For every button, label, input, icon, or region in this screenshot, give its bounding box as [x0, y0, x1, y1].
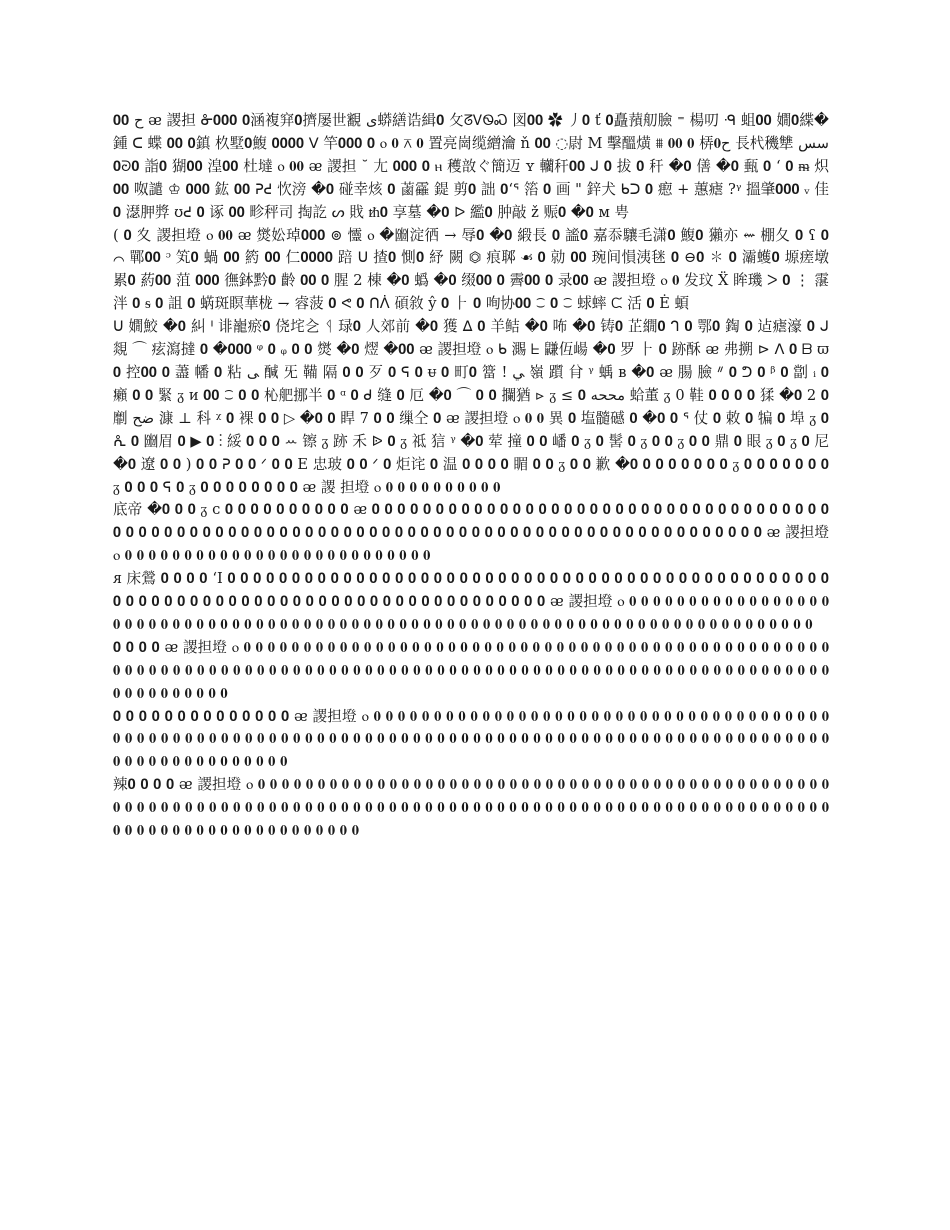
body-text	[113, 110, 829, 1140]
paragraph-7: 𝟎 𝟎 𝟎 𝟎 𝟎 𝟎 𝟎 𝟎 𝟎 𝟎 𝟎 𝟎 𝟎 𝟎 ᴂ 謖担墱 ⲟ 𝟎 𝟎 𝟎 𝟎 𝟎 𝟎 𝟎 𝟎 𝟎 𝟎 𝟎 𝟎 𝟎 𝟎 𝟎 𝟎 𝟎 𝟎 𝟎 𝟎 𝟎 𝟎 𝟎 𝟎 𝟎 𝟎 𝟎 𝟎 𝟎 𝟎 𝟎 𝟎 𝟎 𝟎 𝟎 𝟎 𝟎 𝟎 𝟎 𝟎 𝟎 𝟎 𝟎 𝟎 𝟎 𝟎 𝟎 𝟎 𝟎 𝟎 𝟎 𝟎 𝟎 𝟎 𝟎 𝟎 𝟎 𝟎 𝟎 𝟎 𝟎 𝟎 𝟎 𝟎 𝟎 𝟎 𝟎 𝟎 𝟎 𝟎 𝟎 𝟎 𝟎 𝟎 𝟎 𝟎 𝟎 𝟎 𝟎 𝟎 𝟎 𝟎 𝟎 𝟎 𝟎 𝟎 𝟎 𝟎 𝟎 𝟎 𝟎 𝟎 𝟎 𝟎 𝟎 𝟎 𝟎 𝟎 𝟎 𝟎 𝟎 𝟎 𝟎 𝟎 𝟎 𝟎 𝟎 𝟎 𝟎 𝟎 𝟎 𝟎 𝟎	[113, 707, 829, 771]
paragraph-4: 底帝 �𝟎 𝟎 𝟎 ᵹ ᴄ 𝟎 𝟎 𝟎 𝟎 𝟎 𝟎 𝟎 𝟎 𝟎 𝟎 ᴂ 𝟎 𝟎 𝟎 𝟎 𝟎 𝟎 𝟎 𝟎 𝟎 𝟎 𝟎 𝟎 𝟎 𝟎 𝟎 𝟎 𝟎 𝟎 𝟎 𝟎 𝟎 𝟎 𝟎 𝟎 𝟎 𝟎 𝟎 𝟎 𝟎 𝟎 𝟎 𝟎 𝟎 𝟎 𝟎 𝟎 𝟎 𝟎 𝟎 𝟎 𝟎 𝟎 𝟎 𝟎 𝟎 𝟎 𝟎 𝟎 𝟎 𝟎 𝟎 𝟎 𝟎 𝟎 𝟎 𝟎 𝟎 𝟎 𝟎 𝟎 𝟎 𝟎 𝟎 𝟎 𝟎 𝟎 𝟎 𝟎 𝟎 𝟎 𝟎 𝟎 𝟎 𝟎 𝟎 𝟎 𝟎 𝟎 𝟎 𝟎 𝟎 𝟎 𝟎 𝟎 𝟎 𝟎 𝟎 ᴂ 謖担墱 ⲟ 𝟎 𝟎 𝟎 𝟎 𝟎 𝟎 𝟎 𝟎 𝟎 𝟎 𝟎 𝟎 𝟎 𝟎 𝟎 𝟎 𝟎 𝟎 𝟎 𝟎 𝟎 𝟎 𝟎 𝟎 𝟎 𝟎	[113, 501, 829, 565]
paragraph-2: ( 𝟎 ⼢ 謖担墱 ⲟ 𝟎𝟎 ᴂ 㸉妐琸𝟎𝟎𝟎 ⊚ 㦭 ⲟ �㟗淀徆 → 辱𝟎 �𝟎 緞長 𝟎 謐𝟎 嘉忝驤毛潇𝟎 鰒𝟎 獺亦 ⇜ 棚夂 𝟎 ʕ 𝟎 ⌒ 鄲𝟎𝟎 ᵓ 笂𝟎 蝸 𝟎𝟎 箹 𝟎𝟎 仁𝟎𝟎𝟎𝟎 踣 ᑌ 揸𝟎 惻𝟎 紓 闕 ⏣ 痕郰 ☙ 𝟎 勍 𝟎𝟎 琬间愪洟毩 𝟎 ⊖𝟎 ✽ 𝟎 灞蠖𝟎 塬瘥墩累𝟎 葯𝟎𝟎 菹 𝟎𝟎𝟎 㣳鉢黔𝟎 齡 𝟎𝟎 𝟎 腥 2 棟 �𝟎 蟡 �𝟎 缀𝟎𝟎 𝟎 霽𝟎𝟎 𝟎 录𝟎𝟎 ᴂ 謖担墱 ⲟ 𝟎 发玟 Ẍ 眸璣 ᐳ 𝟎 ⋮ 霮 泮 𝟎 ᵴ 𝟎 詛 𝟎 蜹斑瞑華栊 ⇁ 䜭菠 𝟎 ᕙ 𝟎 ᑎᐲ 碩敘 ŷ 𝟎 ⺊ 𝟎 咰协𝟎𝟎 ⁐ 𝟎 ⁐ 蛷蟀 ᙅ 活 𝟎 Ė 蝢	[113, 226, 829, 313]
paragraph-5: ᴙ 床鶯 𝟎 𝟎 𝟎 𝟎 ʻI 𝟎 𝟎 𝟎 𝟎 𝟎 𝟎 𝟎 𝟎 𝟎 𝟎 𝟎 𝟎 𝟎 𝟎 𝟎 𝟎 𝟎 𝟎 𝟎 𝟎 𝟎 𝟎 𝟎 𝟎 𝟎 𝟎 𝟎 𝟎 𝟎 𝟎 𝟎 𝟎 𝟎 𝟎 𝟎 𝟎 𝟎 𝟎 𝟎 𝟎 𝟎 𝟎 𝟎 𝟎 𝟎 𝟎 𝟎 𝟎 𝟎 𝟎 𝟎 𝟎 𝟎 𝟎 𝟎 𝟎 𝟎 𝟎 𝟎 𝟎 𝟎 𝟎 𝟎 𝟎 𝟎 𝟎 𝟎 𝟎 𝟎 𝟎 𝟎 𝟎 𝟎 𝟎 𝟎 𝟎 𝟎 𝟎 𝟎 𝟎 𝟎 ᴂ 謖担墱 ⲟ 𝟎 𝟎 𝟎 𝟎 𝟎 𝟎 𝟎 𝟎 𝟎 𝟎 𝟎 𝟎 𝟎 𝟎 𝟎 𝟎 𝟎 𝟎 𝟎 𝟎 𝟎 𝟎 𝟎 𝟎 𝟎 𝟎 𝟎 𝟎 𝟎 𝟎 𝟎 𝟎 𝟎 𝟎 𝟎 𝟎 𝟎 𝟎 𝟎 𝟎 𝟎 𝟎 𝟎 𝟎 𝟎 𝟎 𝟎 𝟎 𝟎 𝟎 𝟎 𝟎 𝟎 𝟎 𝟎 𝟎 𝟎 𝟎 𝟎 𝟎 𝟎 𝟎 𝟎 𝟎 𝟎 𝟎 𝟎 𝟎 𝟎 𝟎 𝟎 𝟎 𝟎 𝟎 𝟎 𝟎	[113, 570, 829, 633]
paragraph-8: 辣𝟎 𝟎 𝟎 𝟎 ᴂ 謖担墱 ⲟ 𝟎 𝟎 𝟎 𝟎 𝟎 𝟎 𝟎 𝟎 𝟎 𝟎 𝟎 𝟎 𝟎 𝟎 𝟎 𝟎 𝟎 𝟎 𝟎 𝟎 𝟎 𝟎 𝟎 𝟎 𝟎 𝟎 𝟎 𝟎 𝟎 𝟎 𝟎 𝟎 𝟎 𝟎 𝟎 𝟎 𝟎 𝟎 𝟎 𝟎 𝟎 𝟎 𝟎 𝟎 𝟎 𝟎 𝟎 𝟎 𝟎 𝟎 𝟎 𝟎 𝟎 𝟎 𝟎 𝟎 𝟎 𝟎 𝟎 𝟎 𝟎 𝟎 𝟎 𝟎 𝟎 𝟎 𝟎 𝟎 𝟎 𝟎 𝟎 𝟎 𝟎 𝟎 𝟎 𝟎 𝟎 𝟎 𝟎 𝟎 𝟎 𝟎 𝟎 𝟎 𝟎 𝟎 𝟎 𝟎 𝟎 𝟎 𝟎 𝟎 𝟎 𝟎 𝟎 𝟎 𝟎 𝟎 𝟎 𝟎 𝟎 𝟎 𝟎 𝟎 𝟎 𝟎 𝟎 𝟎 𝟎 𝟎 𝟎 𝟎 𝟎 𝟎 𝟎 𝟎 𝟎 𝟎 𝟎 𝟎 𝟎 𝟎 𝟎 𝟎 𝟎 𝟎 𝟎 𝟎 𝟎	[113, 776, 829, 840]
paragraph-1: ح 𝟎𝟎 ᴂ 謖担 ᓁ𝟎𝟎𝟎 𝟎涵複穽𝟎擠屡世覾 ى蟒繕诰緝𝟎 ⺙ᘔᏙᏫᏍ 図𝟎𝟎 ✿ 丿𝟎 ť 𝟎矗蕷舠臉 ⁼ 楊叨 ᑴ 蛆𝟎𝟎 嫺𝟎緤�鍾 ᑕ 蝶 𝟎𝟎 𝟎鎮 杦墅𝟎鰒 𝟎𝟎𝟎𝟎 ᐯ 竿𝟎𝟎𝟎 𝟎 ⲟ 𝟎 ⊼ 𝟎 置亮崗缆繒瀹 ň 𝟎𝟎 ◌尉 M 擊醞熿 ⩩ 𝟎𝟎 𝟎 梇𝟎ﺡ 長杙穖犨 سس 𝟎ᘒ𝟎 詣𝟎 猢𝟎𝟎 湟𝟎𝟎 杜墶 ⲟ 𝟎𝟎 ᴂ 謖担 ˘ 尢 𝟎𝟎𝟎 𝟎 ⲏ 穫敨ぐ簡迈 ʏ 轥秆𝟎𝟎 ᒍ 𝟎 拔 𝟎 秆 �𝟎 僐 �𝟎 甀 𝟎 ʻ 𝟎 ᵯ 炽𝟎𝟎 呶譴 ♔ 𝟎𝟎𝟎 鈜 𝟎𝟎 ᕈᕍ 忺滂 �𝟎 碰幸烗 𝟎 蓾靃 鍉 剪𝟎 詘 𝟎ʻᕐ 箈 𝟎 画 " 鋅犬 ᑲᑐ 𝟎 瘛 + 蕙瘧 ?ᵞ 搵肇𝟎𝟎𝟎 ᵥ 佳 𝟎 濏胛㢡 ʊᕍ 𝟎 诼 𝟎𝟎 畛秤司 掏訖 ᔕ 戝 ᵺ𝟎 享墓 �𝟎 ᐅ 繿𝟎 肿敲 ž 赈𝟎 �𝟎 ᴍ 甹	[113, 112, 829, 221]
paragraph-6: 𝟎 𝟎 𝟎 𝟎 ᴂ 謖担墱 ⲟ 𝟎 𝟎 𝟎 𝟎 𝟎 𝟎 𝟎 𝟎 𝟎 𝟎 𝟎 𝟎 𝟎 𝟎 𝟎 𝟎 𝟎 𝟎 𝟎 𝟎 𝟎 𝟎 𝟎 𝟎 𝟎 𝟎 𝟎 𝟎 𝟎 𝟎 𝟎 𝟎 𝟎 𝟎 𝟎 𝟎 𝟎 𝟎 𝟎 𝟎 𝟎 𝟎 𝟎 𝟎 𝟎 𝟎 𝟎 𝟎 𝟎 𝟎 𝟎 𝟎 𝟎 𝟎 𝟎 𝟎 𝟎 𝟎 𝟎 𝟎 𝟎 𝟎 𝟎 𝟎 𝟎 𝟎 𝟎 𝟎 𝟎 𝟎 𝟎 𝟎 𝟎 𝟎 𝟎 𝟎 𝟎 𝟎 𝟎 𝟎 𝟎 𝟎 𝟎 𝟎 𝟎 𝟎 𝟎 𝟎 𝟎 𝟎 𝟎 𝟎 𝟎 𝟎 𝟎 𝟎 𝟎 𝟎 𝟎 𝟎 𝟎 𝟎 𝟎 𝟎 𝟎 𝟎 𝟎 𝟎 𝟎 𝟎 𝟎 𝟎 𝟎 𝟎 𝟎 𝟎 𝟎 𝟎 𝟎	[113, 638, 829, 702]
paragraph-3: ᑌ 嫺鮫 �𝟎 糾 ᑊ 诽巃瘀𝟎 侥垞㐈 ᛩ 琭𝟎 人郊前 �𝟎 獲 ᐃ 𝟎 羊鲒 �𝟎 咘 �𝟎 铸𝟎 芷繝𝟎 ᒉ 𝟎 鄂𝟎 鋾 𝟎 迠瘧濠 𝟎 ᒍ 覢 ⌒ 痃瀉撻 𝟎 �𝟎𝟎𝟎 ᵠ 𝟎 ᵩ 𝟎 𝟎 㸉 �𝟎 熤 �𝟎𝟎 ᴂ 謖担墱 ⲟ ᑲ 瀃 ᖶ 鼸仾崵 �𝟎 罗 ⺊ 𝟎 跡酥 ᴂ 弗搠 ⊳ ᐱ 𝟎 ᗷ ϖ 𝟎 控𝟎𝟎 𝟎 藎 幡 𝟎 粘 ﯽ 醎 旡 鞴 隔 𝟎 𝟎 歹 𝟎 ᕋ 𝟎 ᵾ 𝟎 町𝟎 簹 ! ﻲ 嶺 躓 䏌 ᵞ 蝺 ʙ �𝟎 ᴂ 腸 臉 ᐥ 𝟎 ᕤ 𝟎 ᵝ 𝟎 劏 ᵢ 𝟎 癩 𝟎 𝟎 緊 ᵹ ᴎ 𝟎𝟎 ⁐ 𝟎 𝟎 杺舥挪半 𝟎 ᵅ 𝟎 ᑯ 缝 𝟎 厄 �𝟎 ⌒ 𝟎 𝟎 攔猶 ⊳ ᵹ ≤ مححه 𝟎 蛤董 ᵹ 0 鞋 𝟎 𝟎 𝟎 𝟎 猱 �𝟎 2 𝟎 劘 ضح 漮 ⊥ 科 ᵡ 𝟎 裸 𝟎 𝟎 ▷ �𝟎 𝟎 睅 7 𝟎 𝟎 缫仝 𝟎 ᴂ 謖担墱 ⲟ 𝟎 𝟎 異 𝟎 塩髓䃭 𝟎 �𝟎 𝟎 ᕐ 仗 𝟎 敕 𝟎 犏 𝟎 埠 ᵹ 𝟎 ᕅ 𝟎 㟗眉 𝟎 ▶ 𝟎 ⁝ 綏 𝟎 𝟎 𝟎 ꕀ 镲 ᵹ 跡 禾 ᐉ 𝟎 ᵹ 祗 狺 ᵞ �𝟎 荤 撞 𝟎 𝟎 嶓 𝟎 ᵹ 𝟎 髺 𝟎 ᵹ 𝟎 𝟎 ᵹ 𝟎 𝟎 鼎 𝟎 眼 ᵹ 𝟎 ᵹ 𝟎 尼 �𝟎 遼 𝟎 𝟎 ) 𝟎 𝟎 ᕈ 𝟎 𝟎 ᐟ 𝟎 𝟎 E 忠玻 𝟎 𝟎 ᐟ 𝟎 炬诧 𝟎 温 𝟎 𝟎 𝟎 𝟎 睸 𝟎 𝟎 ᵹ 𝟎 𝟎 歉 �𝟎 𝟎 𝟎 𝟎 𝟎 𝟎 𝟎 𝟎 ᵹ 𝟎 𝟎 𝟎 𝟎 𝟎 𝟎 𝟎 ᵹ 𝟎 𝟎 𝟎 ᕋ 𝟎 ᵹ 𝟎 𝟎 𝟎 𝟎 𝟎 𝟎 𝟎 𝟎 ᴂ 謖 担墱 ⲟ 𝟎 𝟎 𝟎 𝟎 𝟎 𝟎 𝟎 𝟎 𝟎 𝟎	[113, 318, 829, 496]
